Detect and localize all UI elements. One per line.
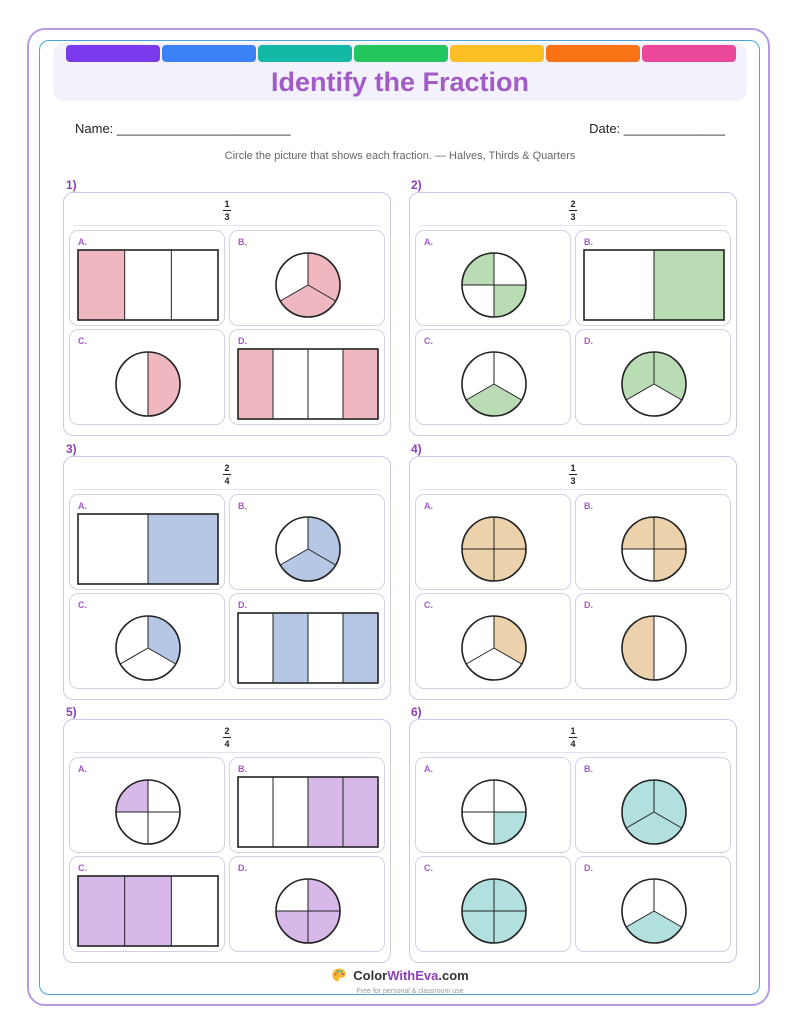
- option-label: C.: [424, 863, 433, 873]
- rainbow-stripe: [66, 45, 736, 62]
- answer-option[interactable]: [69, 494, 225, 590]
- option-label: B.: [584, 237, 593, 247]
- option-label: D.: [238, 863, 247, 873]
- rainbow-segment: [354, 45, 448, 62]
- fraction-part: [78, 514, 148, 584]
- brand-eva: Eva: [415, 967, 439, 983]
- fraction-part: [654, 250, 724, 320]
- fraction-denominator: 4: [570, 739, 576, 749]
- answer-option[interactable]: [415, 856, 571, 952]
- answer-option[interactable]: [229, 757, 385, 853]
- answer-option[interactable]: [415, 329, 571, 425]
- question-number: 1): [66, 178, 77, 192]
- fraction-part: [308, 613, 343, 683]
- question-panel: [409, 456, 737, 700]
- fraction-circle-diagram: [70, 758, 226, 854]
- page-title: Identify the Fraction: [270, 67, 530, 97]
- fraction-part: [116, 352, 148, 416]
- divider: [420, 752, 726, 753]
- rainbow-segment: [546, 45, 640, 62]
- divider: [74, 225, 380, 226]
- fraction-part: [308, 777, 343, 847]
- fraction-part: [148, 352, 180, 416]
- fraction-part: [125, 876, 172, 946]
- brand-domain: .com: [438, 967, 469, 983]
- fraction-circle-diagram: [416, 330, 572, 426]
- fraction-part: [343, 349, 378, 419]
- fraction-part: [78, 250, 125, 320]
- fraction-circle-diagram: [416, 857, 572, 953]
- answer-option[interactable]: [229, 329, 385, 425]
- option-label: A.: [78, 237, 87, 247]
- fraction-numerator: 1: [224, 199, 230, 209]
- fraction-bar-diagram: [70, 857, 226, 953]
- fraction-circle-diagram: [576, 594, 732, 690]
- fraction-circle-diagram: [576, 495, 732, 591]
- divider: [74, 489, 380, 490]
- rainbow-segment: [642, 45, 736, 62]
- fraction-part: [238, 349, 273, 419]
- answer-option[interactable]: [69, 856, 225, 952]
- fraction-part: [171, 876, 218, 946]
- question-number: 2): [411, 178, 422, 192]
- fraction-bar: [569, 210, 577, 211]
- fraction-bar: [569, 737, 577, 738]
- brand-with: With: [387, 967, 416, 983]
- fraction-denominator: 4: [224, 476, 230, 486]
- answer-option[interactable]: [575, 230, 731, 326]
- fraction-circle-diagram: [230, 231, 386, 327]
- fraction-bar: [223, 474, 231, 475]
- question-number: 4): [411, 442, 422, 456]
- answer-option[interactable]: [69, 329, 225, 425]
- fraction-numerator: 1: [570, 463, 576, 473]
- target-fraction: [410, 726, 736, 749]
- divider: [420, 489, 726, 490]
- question-number: 5): [66, 705, 77, 719]
- option-label: B.: [584, 764, 593, 774]
- date-field[interactable]: Date: ______________: [589, 121, 725, 136]
- option-label: D.: [584, 600, 593, 610]
- fraction-part: [171, 250, 218, 320]
- palette-icon: [331, 967, 347, 983]
- rainbow-segment: [450, 45, 544, 62]
- answer-option[interactable]: [69, 757, 225, 853]
- option-label: A.: [424, 764, 433, 774]
- option-label: A.: [78, 764, 87, 774]
- fraction-denominator: 3: [224, 212, 230, 222]
- option-label: A.: [424, 501, 433, 511]
- option-label: C.: [424, 600, 433, 610]
- option-label: C.: [78, 336, 87, 346]
- answer-option[interactable]: [575, 494, 731, 590]
- answer-option[interactable]: [69, 230, 225, 326]
- option-label: B.: [238, 237, 247, 247]
- fraction-circle-diagram: [576, 330, 732, 426]
- question-panel: [63, 719, 391, 963]
- target-fraction: [64, 726, 390, 749]
- fraction-part: [78, 876, 125, 946]
- fraction-circle-diagram: [416, 495, 572, 591]
- fraction-circle-diagram: [416, 758, 572, 854]
- fraction-circle-diagram: [70, 594, 226, 690]
- question-panel: [409, 719, 737, 963]
- footer-brand[interactable]: [331, 967, 468, 983]
- answer-option[interactable]: [69, 593, 225, 689]
- rainbow-segment: [258, 45, 352, 62]
- divider: [74, 752, 380, 753]
- fraction-numerator: 2: [570, 199, 576, 209]
- fraction-numerator: 1: [570, 726, 576, 736]
- fraction-bar-diagram: [230, 330, 386, 426]
- answer-option[interactable]: [575, 856, 731, 952]
- fraction-circle-diagram: [230, 857, 386, 953]
- fraction-part: [273, 613, 308, 683]
- target-fraction: [64, 463, 390, 486]
- fraction-numerator: 2: [224, 726, 230, 736]
- fraction-part: [308, 349, 343, 419]
- fraction-circle-diagram: [576, 857, 732, 953]
- fraction-bar-diagram: [230, 758, 386, 854]
- fraction-denominator: 3: [570, 476, 576, 486]
- answer-option[interactable]: [575, 757, 731, 853]
- option-label: B.: [584, 501, 593, 511]
- option-label: D.: [584, 336, 593, 346]
- answer-option[interactable]: [229, 593, 385, 689]
- fraction-circle-diagram: [416, 594, 572, 690]
- answer-option[interactable]: [415, 757, 571, 853]
- question-panel: [63, 192, 391, 436]
- rainbow-segment: [162, 45, 256, 62]
- fraction-part: [584, 250, 654, 320]
- fraction-part: [238, 777, 273, 847]
- fraction-part: [125, 250, 172, 320]
- fraction-denominator: 4: [224, 739, 230, 749]
- option-label: D.: [584, 863, 593, 873]
- fraction-part: [343, 613, 378, 683]
- question-number: 6): [411, 705, 422, 719]
- target-fraction: [410, 199, 736, 222]
- footer-subtitle: Free for personal & classroom use: [356, 988, 464, 995]
- option-label: C.: [78, 600, 87, 610]
- footer: [0, 967, 800, 995]
- fraction-part: [622, 616, 654, 680]
- answer-option[interactable]: [229, 230, 385, 326]
- fraction-part: [238, 613, 273, 683]
- option-label: B.: [238, 501, 247, 511]
- option-label: A.: [424, 237, 433, 247]
- option-label: D.: [238, 600, 247, 610]
- fraction-part: [654, 616, 686, 680]
- fraction-circle-diagram: [230, 495, 386, 591]
- divider: [420, 225, 726, 226]
- fraction-circle-diagram: [70, 330, 226, 426]
- fraction-bar-diagram: [230, 594, 386, 690]
- name-field[interactable]: Name: ________________________: [75, 121, 291, 136]
- fraction-bar-diagram: [576, 231, 732, 327]
- question-panel: [63, 456, 391, 700]
- answer-option[interactable]: [575, 593, 731, 689]
- rainbow-segment: [66, 45, 160, 62]
- instructions: Circle the picture that shows each fraction. — Halves, Thirds & Quarters: [224, 150, 576, 162]
- fraction-part: [273, 349, 308, 419]
- option-label: A.: [78, 501, 87, 511]
- question-number: 3): [66, 442, 77, 456]
- answer-option[interactable]: [415, 593, 571, 689]
- brand-color: Color: [353, 967, 388, 983]
- answer-option[interactable]: [229, 494, 385, 590]
- fraction-bar: [223, 737, 231, 738]
- fraction-circle-diagram: [416, 231, 572, 327]
- fraction-bar-diagram: [70, 495, 226, 591]
- answer-option[interactable]: [575, 329, 731, 425]
- fraction-part: [343, 777, 378, 847]
- answer-option[interactable]: [229, 856, 385, 952]
- fraction-bar-diagram: [70, 231, 226, 327]
- fraction-numerator: 2: [224, 463, 230, 473]
- option-label: B.: [238, 764, 247, 774]
- fraction-part: [148, 514, 218, 584]
- target-fraction: [410, 463, 736, 486]
- fraction-denominator: 3: [570, 212, 576, 222]
- fraction-part: [273, 777, 308, 847]
- answer-option[interactable]: [415, 494, 571, 590]
- option-label: C.: [424, 336, 433, 346]
- question-panel: [409, 192, 737, 436]
- fraction-bar: [569, 474, 577, 475]
- target-fraction: [64, 199, 390, 222]
- answer-option[interactable]: [415, 230, 571, 326]
- fraction-circle-diagram: [576, 758, 732, 854]
- option-label: D.: [238, 336, 247, 346]
- fraction-bar: [223, 210, 231, 211]
- option-label: C.: [78, 863, 87, 873]
